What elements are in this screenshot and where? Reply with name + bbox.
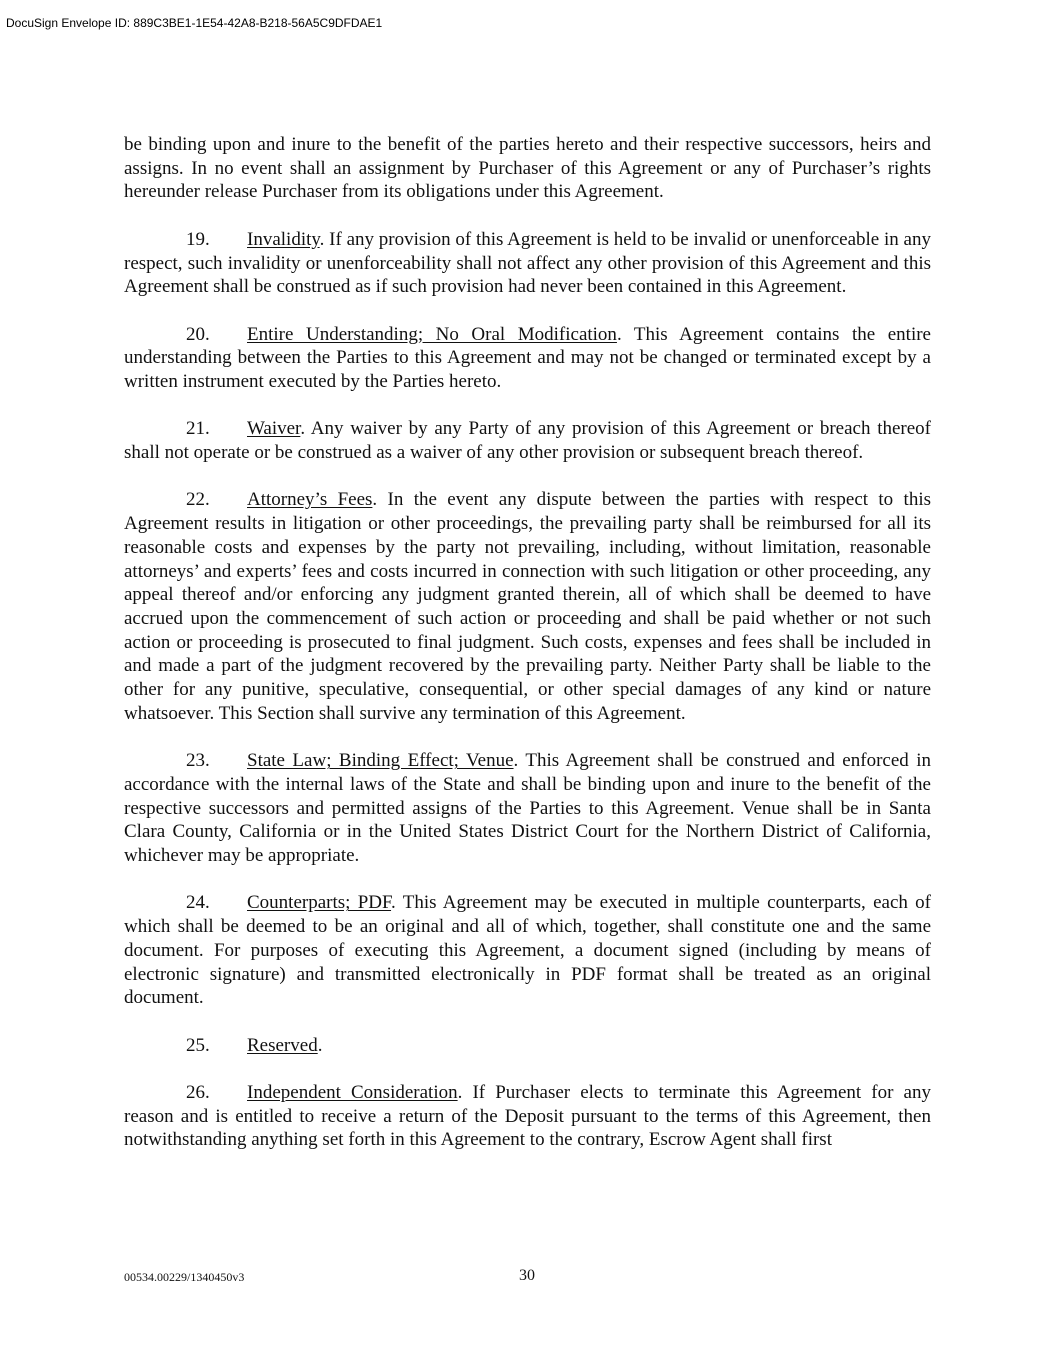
section-number: 24. — [186, 892, 210, 914]
footer-document-id: 00534.00229/1340450v3 — [124, 1270, 245, 1284]
section-body: . Any waiver by any Party of any provision of this Agreement or breach thereof shall not operate or be construed as a waiver of any other provision or subsequent breach thereof. — [124, 418, 931, 464]
section-heading: Waiver — [247, 418, 301, 440]
section-heading: State Law; Binding Effect; Venue — [247, 750, 514, 772]
section-heading: Reserved — [247, 1034, 318, 1056]
section-heading: Entire Understanding; No Oral Modification — [247, 323, 617, 345]
section-24 — [124, 891, 931, 1010]
section-number: 22. — [186, 489, 210, 511]
section-body: . — [317, 1034, 323, 1056]
section-number: 21. — [186, 418, 210, 440]
section-25 — [124, 1034, 931, 1058]
section-number: 26. — [186, 1082, 210, 1103]
section-body: . If any provision of this Agreement is held to be invalid or unenforceable in any respect, such invalidity or unenforceability shall not affect any other provision of this Agreement and this Agreement shall be construed as if such provision had never been contained in this Agreement. — [124, 228, 931, 298]
section-22 — [124, 488, 931, 725]
section-number: 23. — [186, 750, 210, 772]
section-body: . In the event any dispute between the parties with respect to this Agreement results in litigation or other proceedings, the prevailing party shall be reimbursed for all its reasonable costs and expenses by the party not prevailing, including, without limitation, reasonable attorneys’ and experts’ fees and costs incurred in connection with such litigation or other proceeding, any appeal thereof and/or enforcing any judgment granted therein, all of which shall be deemed to have accrued upon the commencement of such action or proceeding and shall be paid whether or not such action or proceeding is prosecuted to final judgment. Such costs, expenses and fees shall be included in and made a part of the judgment recovered by the prevailing party. Neither Party shall be liable to the other for any punitive, speculative, consequential, or other special damages of any kind or nature whatsoever. This Section shall survive any termination of this Agreement. — [124, 489, 931, 724]
section-number: 20. — [186, 323, 210, 345]
section-number: 19. — [186, 228, 210, 250]
section-body: . This Agreement may be executed in multiple counterparts, each of which shall be deemed to be an original and all of which, together, shall constitute one and the same document. For purposes of executing this Agreement, a document signed (including by means of electronic signature) and transmitted electronically in PDF format shall be treated as an original document. — [124, 892, 931, 1009]
section-heading: Counterparts; PDF — [247, 892, 392, 914]
section-body: . This Agreement shall be construed and enforced in accordance with the internal laws of the State and shall be binding upon and inure to the benefit of the respective successors and permitted assigns of the Parties to this Agreement. Venue shall be in Santa Clara County, California or in the United States District Court for the Northern District of California, whichever may be appropriate. — [124, 750, 931, 867]
section-number: 25. — [186, 1034, 210, 1056]
continuation-paragraph: be binding upon and inure to the benefit of the parties hereto and their respective successors, heirs and assigns. In no event shall an assignment by Purchaser of this Agreement or any of Purchaser’s rights hereunder release Purchaser from its obligations under this Agreement. — [124, 134, 931, 203]
section-body: . This Agreement contains the entire understanding between the Parties to this Agreement and may not be changed or terminated except by a written instrument executed by the Parties hereto. — [124, 323, 931, 392]
document-body — [124, 133, 931, 1176]
section-heading: Attorney’s Fees — [247, 489, 373, 511]
section-heading: Independent Consideration — [247, 1082, 458, 1103]
section-19 — [124, 228, 931, 299]
section-26 — [124, 1081, 931, 1152]
page-number: 30 — [519, 1267, 535, 1284]
section-23 — [124, 749, 931, 868]
section-21 — [124, 417, 931, 464]
section-body: . If Purchaser elects to terminate this Agreement for any reason and is entitled to receive a return of the Deposit pursuant to the terms of this Agreement, then notwithstanding anything set forth in this Agreement to the contrary, Escrow Agent shall first — [124, 1082, 931, 1151]
section-heading: Invalidity — [247, 228, 320, 250]
docusign-envelope-id: DocuSign Envelope ID: 889C3BE1-1E54-42A8-B218-56A5C9DFDAE1 — [6, 16, 383, 30]
section-20 — [124, 323, 931, 394]
